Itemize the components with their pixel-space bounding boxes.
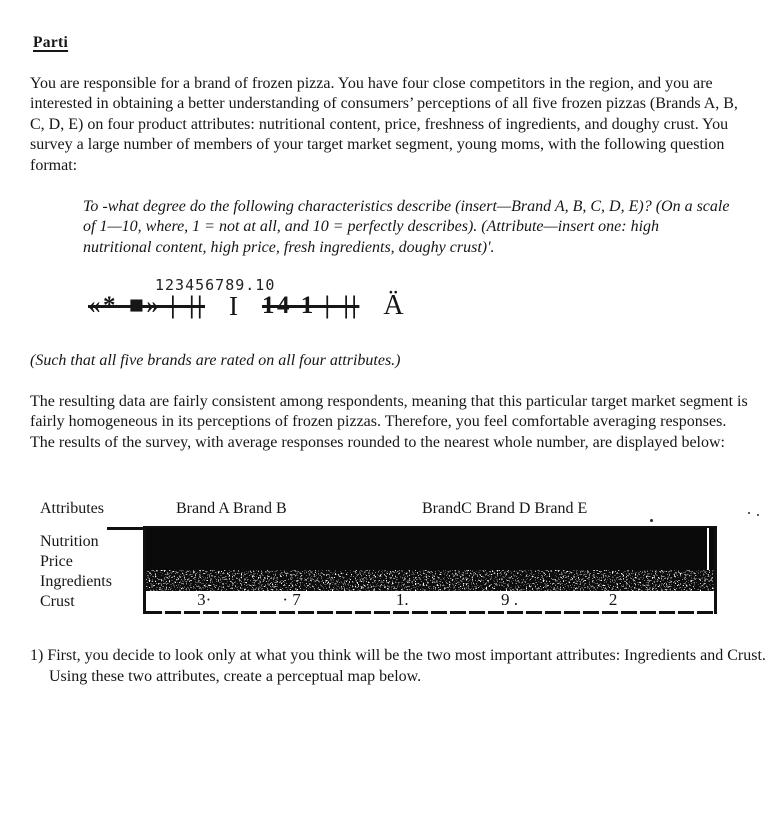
part-title: Parti xyxy=(33,34,69,51)
row-label-crust: Crust xyxy=(40,593,75,610)
crust-value-brand-a: 3· xyxy=(197,590,212,609)
scale-glyph-end: Ä xyxy=(383,290,404,321)
scale-glyph-artifact-row xyxy=(88,290,404,322)
scan-artifact-dot xyxy=(650,519,653,522)
scale-glyphs-struck-right: 14 1 |-|| xyxy=(262,292,360,319)
table-graphic xyxy=(143,526,717,614)
row-label-ingredients: Ingredients xyxy=(40,573,112,590)
crust-value-brand-b: · 7 xyxy=(282,590,301,609)
scan-artifact-white-stripe xyxy=(707,528,709,570)
crust-values-row xyxy=(146,591,714,611)
crust-value-brand-e: 2 xyxy=(608,590,618,609)
table-top-border-stub xyxy=(107,527,145,530)
scale-glyphs-struck-left: «*-■» |-|| xyxy=(88,292,206,319)
scale-glyph-mid: I xyxy=(229,290,239,321)
redaction-black-bar xyxy=(146,528,714,570)
results-paragraph: The resulting data are fairly consistent among respondents, meaning that this particular target market segment is fairly homogeneous in its perceptions of frozen pizzas. Therefore, you feel comfortable averaging responses. The results of the survey, with average responses rounded to the nearest whole number, are displayed below: xyxy=(30,393,748,451)
table-header-brand-a-b: Brand A Brand B xyxy=(176,500,287,517)
noise-texture xyxy=(146,570,714,591)
scale-digits-line: 123456789.10 xyxy=(155,276,276,294)
scan-artifact-dot xyxy=(757,514,759,516)
row-label-price: Price xyxy=(40,553,73,570)
note-paragraph: (Such that all five brands are rated on all four attributes.) xyxy=(30,352,401,369)
scan-artifact-dot xyxy=(748,512,750,514)
table-row-labels xyxy=(40,532,112,612)
table-header-attributes: Attributes xyxy=(40,500,104,517)
survey-question-paragraph: To -what degree do the following characteristics describe (insert—Brand A, B, C, D, E)? (On a scale of 1—10, where, 1 = not at all, and 10 = perfectly describes). (Attribute—insert one: high nutritional content, high price, fresh ingredients, doughy crust)'. xyxy=(83,198,730,256)
redaction-noise-bar xyxy=(146,570,714,591)
crust-value-brand-d: 9 . xyxy=(501,590,518,609)
row-label-nutrition: Nutrition xyxy=(40,533,99,550)
task1-paragraph: 1) First, you decide to look only at what you think will be the two most important attributes: Ingredients and Crust. Using these two attributes, create a perceptual map below. xyxy=(30,647,766,685)
table-header-brand-c-d-e: BrandC Brand D Brand E xyxy=(422,500,588,517)
table-bottom-border xyxy=(146,611,714,614)
intro-paragraph: You are responsible for a brand of frozen pizza. You have four close competitors in the region, and you are interested in obtaining a better understanding of consumers’ perceptions of all five frozen pizzas (Brands A, B, C, D, E) on four product attributes: nutritional content, price, freshness of ingredients, and doughy crust. You survey a large number of members of your target market segment, young moms, with the following question format: xyxy=(30,75,738,174)
crust-value-brand-c: 1. xyxy=(395,590,409,609)
